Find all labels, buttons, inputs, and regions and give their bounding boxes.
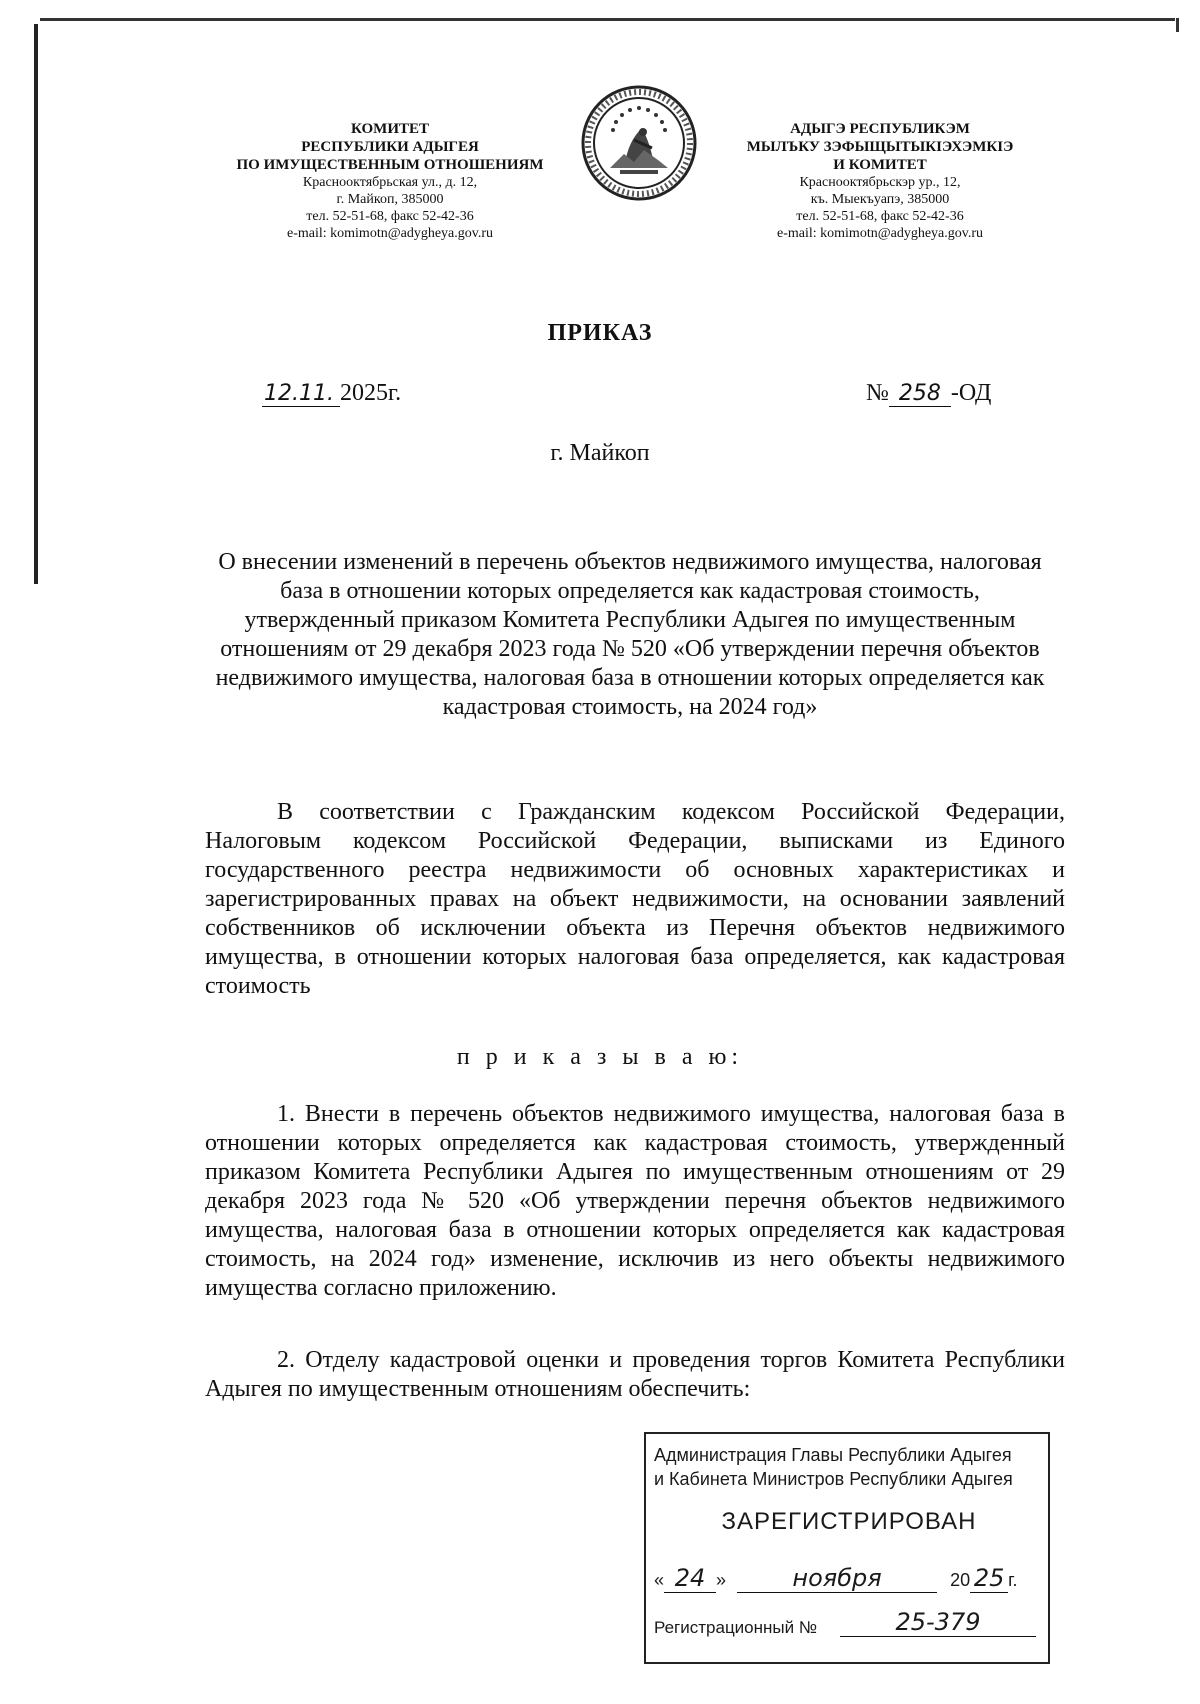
order-item-1: 1. Внести в перечень объектов недвижимого имущества, налоговая база в отношении которых определяется как кадастровая стоимость, утвержденный приказом Комитета Республики Адыгея по имущественным отношениям от 29 декабря 2023 года № 520 «Об утверждении перечня объектов недвижимого имущества, налоговая база в отношении которых определяется как кадастровая стоимость, на 2024 год» изменение, исключив из него объекты недвижимого имущества согласно приложению. [205,1101,1065,1301]
scan-edge [1176,18,1179,32]
coat-of-arms-icon [580,84,698,202]
order-subject: О внесении изменений в перечень объектов недвижимого имущества, налоговая база в отношении которых определяется как кадастровая стоимость, утвержденный приказом Комитета Республики Адыгея по имущественным отношениям от 29 декабря 2023 года № 520 «Об утверждении перечня объектов недвижимого имущества, налоговая база в отношении которых определяется как кадастровая стоимость, на 2024 год» [215,549,1045,720]
number-sign: № [866,380,889,406]
stamp-registration-number [654,1608,1044,1638]
order-date [262,380,401,407]
header-line: МЫЛЪКУ ЗЭФЫЩЫТЫКIЭХЭМКIЭ [746,139,1014,155]
stamp-day: 24 [664,1564,716,1593]
committee-header-russian [200,120,580,242]
stamp-month: ноября [737,1564,937,1593]
registration-stamp [644,1432,1050,1664]
scan-edge [40,18,1175,21]
stamp-year: 25 [970,1564,1008,1593]
header-line: КОМИТЕТ [350,121,429,137]
order-item-2: 2. Отделу кадастровой оценки и проведения торгов Комитета Республики Адыгея по имущественным отношениям обеспечить: [205,1347,1065,1402]
header-email: e-mail: komimotn@adygheya.gov.ru [287,226,493,241]
stamp-quote: » [716,1570,727,1590]
header-line: АДЫГЭ РЕСПУБЛИКЭМ [790,121,970,137]
stamp-registered-label: ЗАРЕГИСТРИРОВАН [721,1508,977,1535]
header-line: И КОМИТЕТ [833,157,927,173]
order-number [866,380,991,407]
header-address: Краснооктябрьская ул., д. 12, [302,175,478,190]
stamp-reg-number: 25-379 [840,1608,1036,1637]
header-email: e-mail: komimotn@adygheya.gov.ru [777,226,983,241]
header-address: Краснооктябрьскэр ур., 12, [799,175,961,190]
stamp-authority-line: и Кабинета Министров Республики Адыгея [654,1469,1013,1489]
header-phone: тел. 52-51-68, факс 52-42-36 [306,209,474,224]
committee-header-adyghe [710,120,1050,242]
date-year: 2025г. [339,380,402,406]
stamp-date [654,1564,1044,1593]
order-word: п р и к а з ы в а ю: [456,1044,744,1070]
handwritten-date: 12.11. [262,381,340,407]
stamp-year-unit: г. [1008,1570,1018,1590]
header-line: РЕСПУБЛИКИ АДЫГЕЯ [301,139,479,155]
header-address: г. Майкоп, 385000 [336,192,444,207]
stamp-quote: « [654,1570,665,1590]
header-line: ПО ИМУЩЕСТВЕННЫМ ОТНОШЕНИЯМ [236,157,544,173]
stamp-year-prefix: 20 [950,1570,971,1590]
stamp-authority-line: Администрация Главы Республики Адыгея [654,1445,1012,1465]
header-phone: тел. 52-51-68, факс 52-42-36 [796,209,964,224]
preamble-paragraph: В соответствии с Гражданским кодексом Российской Федерации, Налоговым кодексом Российской Федерации, выписками из Единого государственного реестра недвижимости об основных характеристиках и зарегистрированных правах на объект недвижимости, на основании заявлений собственников об исключении объекта из Перечня объектов недвижимого имущества, в отношении которых налоговая база определяется, как кадастровая стоимость [205,799,1065,999]
scan-edge [34,24,38,584]
document-title: ПРИКАЗ [547,320,653,346]
city-line: г. Майкоп [550,440,650,466]
header-address: къ. Мыекъуапэ, 385000 [810,192,950,207]
stamp-reg-label: Регистрационный № [654,1618,818,1637]
handwritten-number: 258 [889,381,951,407]
number-suffix: -ОД [950,380,992,406]
